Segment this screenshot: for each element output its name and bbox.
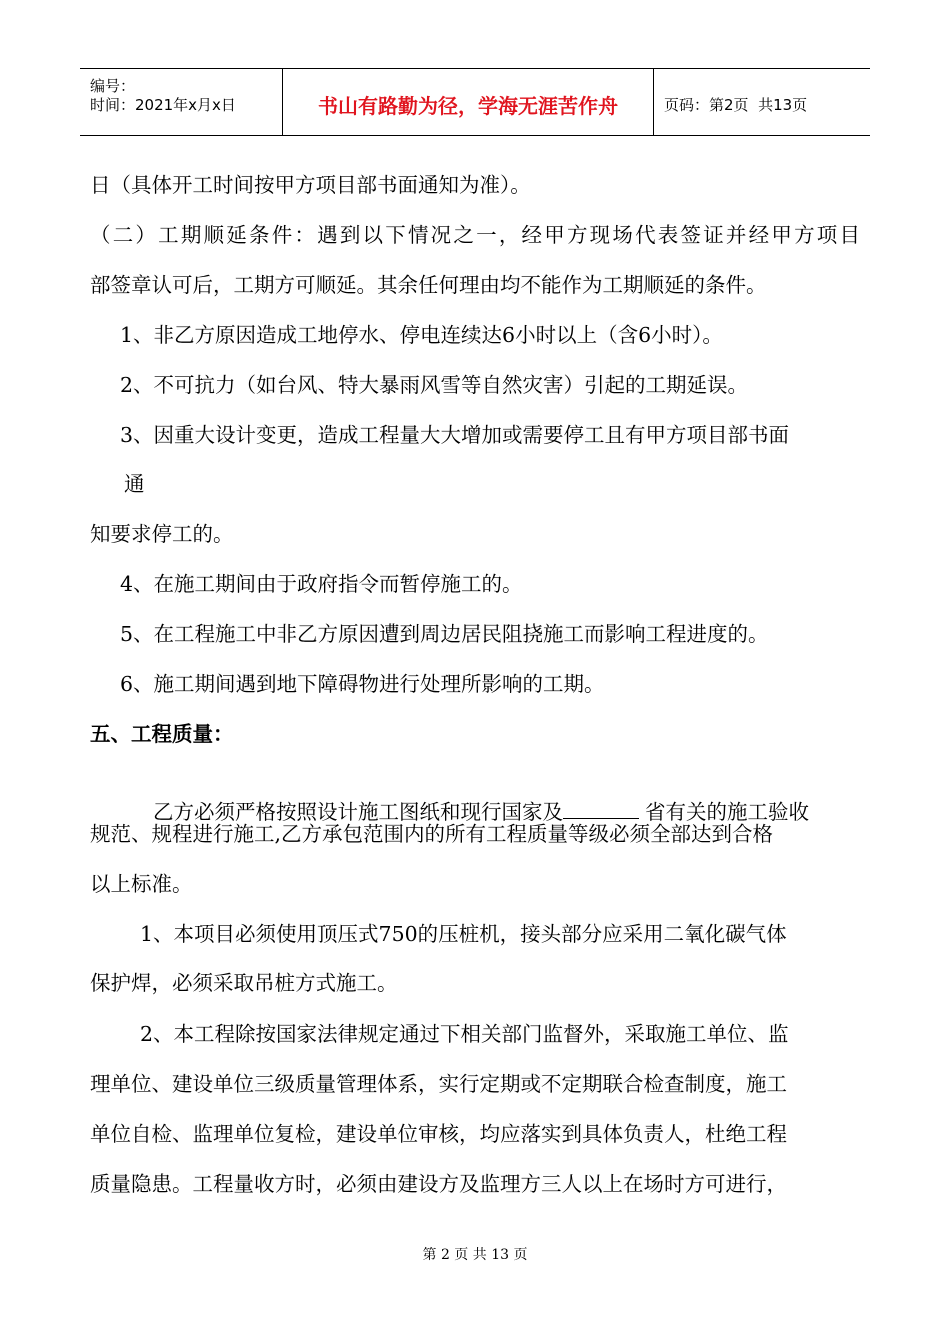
paragraph-line: 规范、规程进行施工,乙方承包范围内的所有工程质量等级必须全部达到合格: [90, 822, 774, 846]
list-item: 1、非乙方原因造成工地停水、停电连续达6小时以上（含6小时）。: [120, 323, 723, 347]
paragraph-line: 以上标准。: [90, 872, 193, 896]
paragraph-text: 省有关的施工验收: [645, 800, 810, 824]
paragraph-text: 乙方必须严格按照设计施工图纸和现行国家及: [153, 800, 564, 824]
fill-in-blank: [563, 798, 639, 819]
document-header: [80, 68, 870, 136]
section-heading: 五、工程质量：: [90, 722, 234, 746]
list-item: 2、不可抗力（如台风、特大暴雨风雪等自然灾害）引起的工期延误。: [120, 373, 749, 397]
document-number-label: 编号：: [90, 77, 136, 95]
header-divider: [653, 69, 654, 135]
page-footer: 第 2 页 共 13 页: [422, 1247, 528, 1263]
list-item: 6、施工期间遇到地下障碍物进行处理所影响的工期。: [120, 672, 605, 696]
list-item-continuation: 通: [124, 472, 145, 496]
list-item: 3、因重大设计变更，造成工程量大大增加或需要停工且有甲方项目部书面: [120, 423, 790, 447]
header-page-info: 页码：第2页 共13页: [664, 95, 808, 114]
header-motto: 书山有路勤为径，学海无涯苦作舟: [318, 93, 618, 118]
paragraph-line: [140, 770, 809, 826]
paragraph-line: 理单位、建设单位三级质量管理体系，实行定期或不定期联合检查制度，施工: [90, 1072, 787, 1096]
list-item: 5、在工程施工中非乙方原因遭到周边居民阻挠施工而影响工程进度的。: [120, 622, 769, 646]
body-line: 部签章认可后，工期方可顺延。其余任何理由均不能作为工期顺延的条件。: [90, 273, 767, 297]
paragraph-line: 保护焊，必须采取吊桩方式施工。: [90, 971, 398, 995]
list-item-continuation: 知要求停工的。: [90, 522, 234, 546]
paragraph-line: 2、本工程除按国家法律规定通过下相关部门监督外，采取施工单位、监: [140, 1022, 789, 1046]
document-time-label: 时间：2021年x月x日: [90, 96, 236, 114]
paragraph-line: 1、本项目必须使用顶压式750的压桩机，接头部分应采用二氧化碳气体: [140, 922, 787, 946]
body-line: 日（具体开工时间按甲方项目部书面通知为准）。: [90, 173, 531, 197]
header-meta: [80, 69, 282, 135]
paragraph-line: 单位自检、监理单位复检，建设单位审核，均应落实到具体负责人，杜绝工程: [90, 1122, 787, 1146]
paragraph-line: 质量隐患。工程量收方时，必须由建设方及监理方三人以上在场时方可进行，: [90, 1172, 787, 1196]
body-line: （二）工期顺延条件：遇到以下情况之一，经甲方现场代表签证并经甲方项目: [90, 223, 860, 247]
list-item: 4、在施工期间由于政府指令而暂停施工的。: [120, 572, 523, 596]
